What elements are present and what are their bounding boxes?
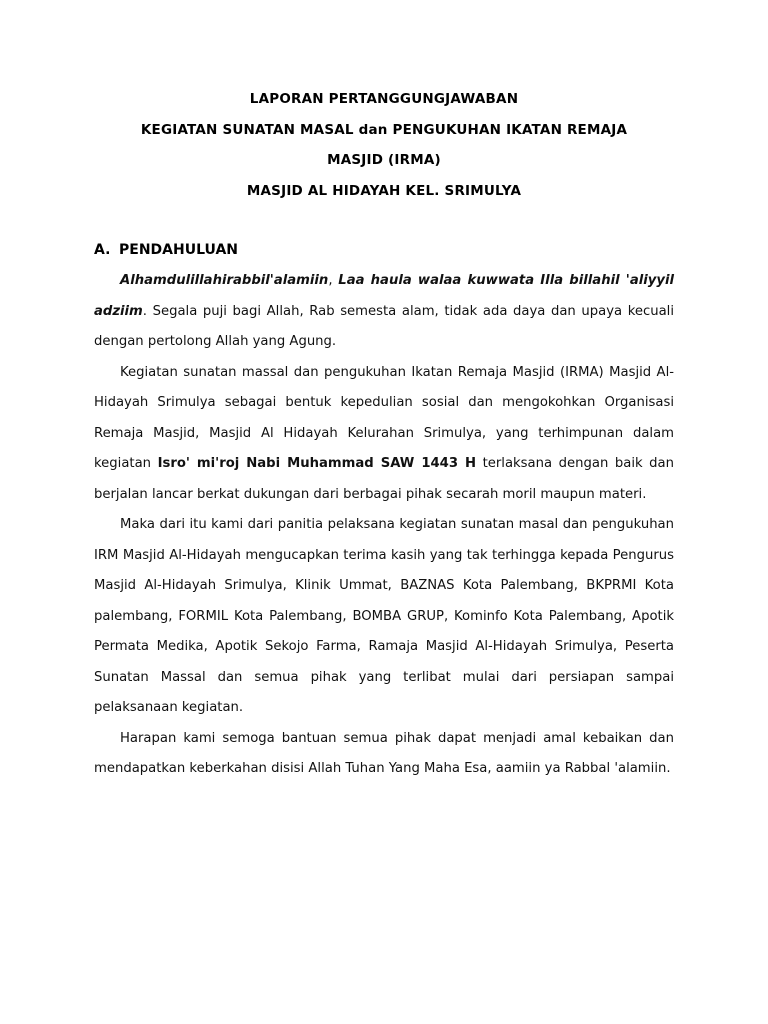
paragraph-activity-before: Kegiatan sunatan massal dan pengukuhan Ikatan Remaja Masjid (IRMA) Masjid Al-Hidayah Srimulya sebagai bentuk kepedulian sosial dan mengokohkan Organisasi Remaja Masjid, Masjid Al Hidayah Kelurahan Srimulya, yang terhimpunan dalam kegiatan xyxy=(94,364,674,471)
section-letter: A. xyxy=(94,242,111,258)
section-heading xyxy=(94,239,238,261)
document-title xyxy=(94,88,674,210)
title-line-1: LAPORAN PERTANGGUNGJAWABAN xyxy=(249,91,519,107)
paragraph-opening-rest: . Segala puji bagi Allah, Rab semesta alam, tidak ada daya dan upaya kecuali dengan pertolong Allah yang Agung. xyxy=(94,303,674,349)
title-line-3: MASJID (IRMA) xyxy=(327,152,441,168)
paragraph-activity-after: terlaksana dengan baik dan berjalan lancar berkat dukungan dari berbagai pihak secarah moril maupun materi. xyxy=(94,456,674,502)
arabic-phrase-2: Laa haula walaa kuwwata Illa billahil 'aliyyil adziim xyxy=(94,273,674,319)
paragraph-closing: Harapan kami semoga bantuan semua pihak dapat menjadi amal kebaikan dan mendapatkan keberkahan disisi Allah Tuhan Yang Maha Esa, aamiin ya Rabbal 'alamiin. xyxy=(94,730,674,776)
arabic-phrase-1: Alhamdulillahirabbil'alamiin xyxy=(120,273,329,288)
paragraph-activity xyxy=(94,358,674,511)
section-title: PENDAHULUAN xyxy=(119,242,238,258)
paragraph-thanks: Maka dari itu kami dari panitia pelaksana kegiatan sunatan masal dan pengukuhan IRM Masjid Al-Hidayah mengucapkan terima kasih yang tak terhingga kepada Pengurus Masjid Al-Hidayah Srimulya, Klinik Ummat, BAZNAS Kota Palembang, BKPRMI Kota palembang, FORMIL Kota Palembang, BOMBA GRUP, Kominfo Kota Palembang, Apotik Permata Medika, Apotik Sekojo Farma, Ramaja Masjid Al-Hidayah Srimulya, Peserta Sunatan Massal dan semua pihak yang terlibat mulai dari persiapan sampai pelaksanaan kegiatan. xyxy=(94,517,674,715)
phrase-separator: , xyxy=(328,273,339,288)
event-name: Isro' mi'roj Nabi Muhammad SAW 1443 H xyxy=(157,456,477,471)
title-line-2: KEGIATAN SUNATAN MASAL dan PENGUKUHAN IKATAN REMAJA xyxy=(140,121,628,138)
paragraph-opening xyxy=(94,266,674,358)
body-text xyxy=(94,266,674,785)
title-line-4: MASJID AL HIDAYAH KEL. SRIMULYA xyxy=(246,182,522,199)
